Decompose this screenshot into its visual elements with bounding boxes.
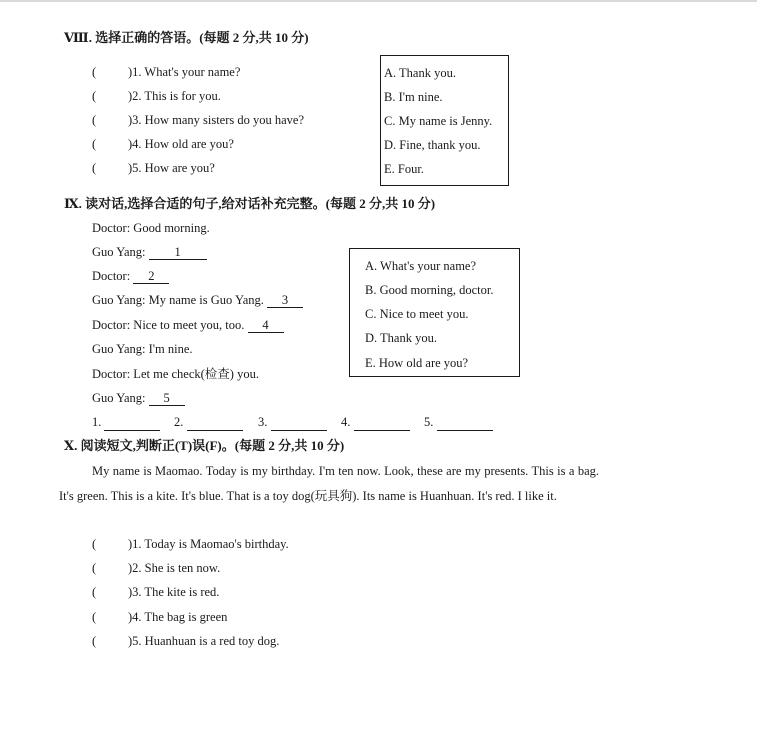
question-2: )2. This is for you.	[128, 89, 221, 103]
answer-paren[interactable]: (	[92, 65, 97, 79]
answer-paren[interactable]: (	[92, 585, 97, 599]
question-5: )5. How are you?	[128, 161, 215, 175]
dialogue-line-4	[92, 292, 303, 308]
answer-paren[interactable]: (	[92, 537, 97, 551]
dialogue-blank-2[interactable]: 2	[133, 269, 169, 284]
statement-1: )1. Today is Maomao's birthday.	[128, 537, 289, 551]
dialogue-text: Guo Yang:	[92, 245, 149, 259]
question-4: )4. How old are you?	[128, 137, 234, 151]
option-c: C. My name is Jenny.	[384, 114, 493, 128]
option-c: C. Nice to meet you.	[365, 307, 469, 321]
dialogue-line-5	[92, 317, 284, 333]
reading-passage: My name is Maomao. Today is my birthday. I'm ten now. Look, these are my presents. This is a bag. It's green. This is a kite. It's blue. That is a toy dog(玩具狗). Its name is Huanhuan. It's red. I like it.	[59, 464, 599, 503]
answer-label-1: 1.	[92, 415, 102, 429]
answer-paren[interactable]: (	[92, 161, 97, 175]
question-3: )3. How many sisters do you have?	[128, 113, 305, 127]
dialogue-line-3	[92, 268, 169, 284]
answer-paren[interactable]: (	[92, 634, 97, 648]
dialogue-blank-3[interactable]: 3	[267, 293, 303, 308]
dialogue-line-6	[92, 341, 193, 357]
option-a: A. What's your name?	[365, 259, 477, 273]
section-9-title: Ⅸ. 读对话,选择合适的句子,给对话补充完整。(每题 2 分,共 10 分)	[64, 196, 436, 211]
answer-paren[interactable]: (	[92, 610, 97, 624]
statement-3: )3. The kite is red.	[128, 585, 220, 599]
option-a: A. Thank you.	[384, 66, 456, 80]
statement-4: )4. The bag is green	[128, 610, 228, 624]
answer-label-5: 5.	[424, 415, 434, 429]
answer-label-4: 4.	[341, 415, 351, 429]
dialogue-text: Guo Yang: I'm nine.	[92, 342, 193, 356]
dialogue-text: Doctor: Let me check(检查) you.	[92, 367, 259, 381]
statement-5: )5. Huanhuan is a red toy dog.	[128, 634, 280, 648]
dialogue-blank-1[interactable]: 1	[149, 245, 207, 260]
answer-paren[interactable]: (	[92, 89, 97, 103]
answer-blank-5[interactable]	[437, 416, 493, 431]
answer-paren[interactable]: (	[92, 561, 97, 575]
dialogue-text: Doctor: Nice to meet you, too.	[92, 318, 248, 332]
option-d: D. Fine, thank you.	[384, 138, 481, 152]
dialogue-text: Guo Yang: My name is Guo Yang.	[92, 293, 268, 307]
option-b: B. Good morning, doctor.	[365, 283, 494, 297]
dialogue-text: Guo Yang:	[92, 391, 149, 405]
answer-label-3: 3.	[258, 415, 268, 429]
answer-label-2: 2.	[174, 415, 184, 429]
section-10-title: Ⅹ. 阅读短文,判断正(T)误(F)。(每题 2 分,共 10 分)	[64, 438, 345, 453]
answer-paren[interactable]: (	[92, 113, 97, 127]
statement-2: )2. She is ten now.	[128, 561, 221, 575]
dialogue-line-2	[92, 244, 207, 260]
page-top-border	[0, 0, 757, 2]
answer-paren[interactable]: (	[92, 137, 97, 151]
option-e: E. Four.	[384, 162, 424, 176]
question-1: )1. What's your name?	[128, 65, 241, 79]
answer-blank-2[interactable]	[187, 416, 243, 431]
dialogue-text: Doctor:	[92, 269, 134, 283]
dialogue-line-8	[92, 390, 185, 406]
option-d: D. Thank you.	[365, 331, 437, 345]
dialogue-blank-4[interactable]: 4	[248, 318, 284, 333]
dialogue-text: Doctor: Good morning.	[92, 221, 210, 235]
option-e: E. How old are you?	[365, 356, 469, 370]
section-9-options-box	[349, 248, 520, 377]
option-b: B. I'm nine.	[384, 90, 443, 104]
answer-blank-1[interactable]	[104, 416, 160, 431]
dialogue-blank-5[interactable]: 5	[149, 391, 185, 406]
dialogue-line-7	[92, 366, 259, 382]
section-8-title: Ⅷ. 选择正确的答语。(每题 2 分,共 10 分)	[64, 30, 309, 45]
answer-blank-4[interactable]	[354, 416, 410, 431]
dialogue-line-1	[92, 220, 210, 236]
section-8-options-box	[380, 55, 509, 186]
answer-blank-3[interactable]	[271, 416, 327, 431]
